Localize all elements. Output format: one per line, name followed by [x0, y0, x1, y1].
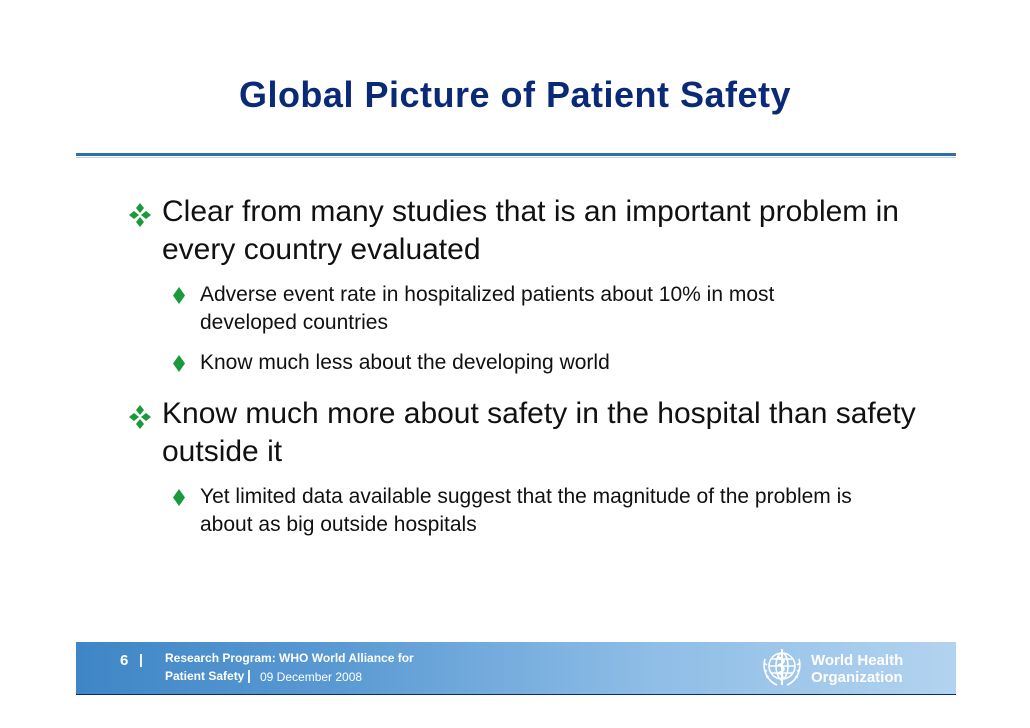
footer-bar [76, 642, 956, 694]
bullet-item [130, 193, 930, 269]
organization-name [811, 652, 903, 686]
footer-date: 09 December 2008 [260, 670, 363, 684]
sub-bullet-text: Yet limited data available suggest that the magnitude of the problem is about as big outside hospitals [200, 485, 852, 536]
diamond-bullet-icon [172, 287, 186, 304]
diamond-bullet-icon [172, 489, 186, 506]
four-diamond-bullet-icon [127, 202, 153, 228]
bullet-text: Clear from many studies that is an important problem in every country evaluated [162, 195, 899, 266]
slide-title: Global Picture of Patient Safety [238, 74, 792, 115]
diamond-bullet-icon [172, 355, 186, 372]
sub-bullet-item [172, 281, 872, 337]
sub-bullet-item [172, 483, 872, 539]
four-diamond-bullet-icon [127, 404, 153, 430]
bullet-item [130, 395, 930, 471]
footer-separator: | [247, 667, 251, 683]
footer-separator: | [139, 651, 143, 667]
organization-name-line1: World Health [811, 652, 904, 669]
sub-bullet-item [172, 349, 872, 377]
sub-bullet-text: Know much less about the developing world [200, 351, 610, 374]
who-emblem-icon [759, 645, 805, 691]
organization-name-line2: Organization [811, 669, 903, 686]
footer-program-line1: Research Program: WHO World Alliance for [165, 651, 414, 665]
sub-bullet-text: Adverse event rate in hospitalized patients about 10% in most developed countries [200, 283, 775, 334]
footer-program-line2: Patient Safety [165, 669, 245, 683]
bullet-text: Know much more about safety in the hospital than safety outside it [162, 397, 916, 468]
footer-divider [76, 694, 956, 695]
slide-number: 6 [120, 652, 129, 669]
